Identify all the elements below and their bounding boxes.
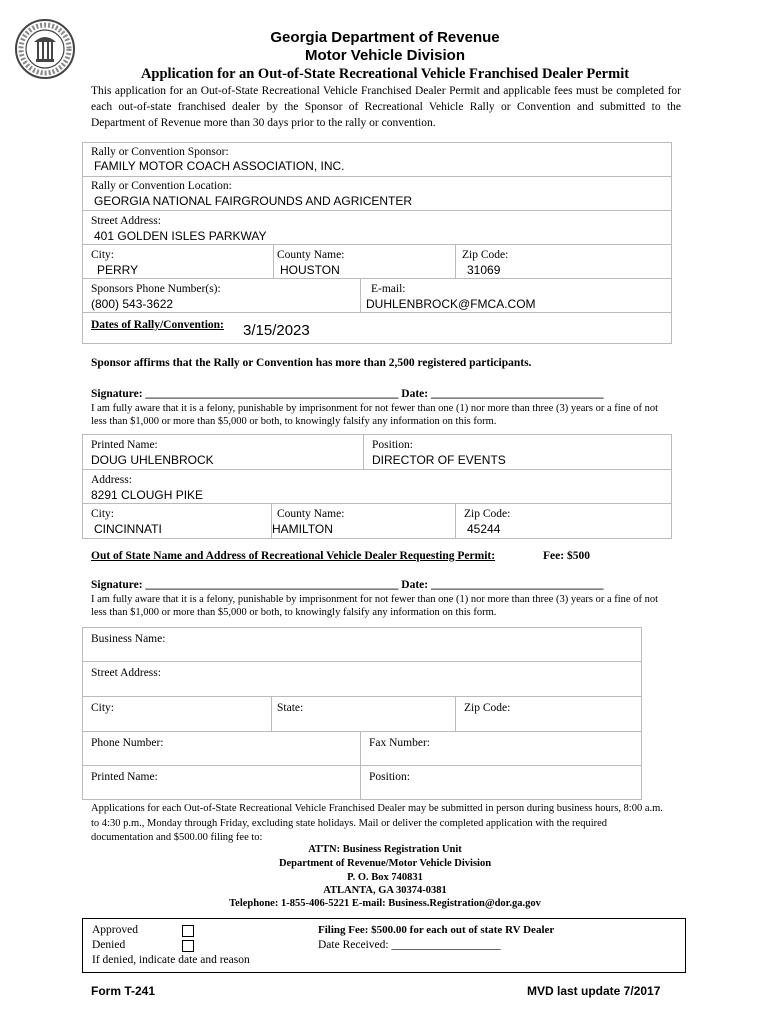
address-label: Address:: [91, 474, 132, 486]
signer-county-value[interactable]: HAMILTON: [272, 522, 333, 536]
denied-label: Denied: [92, 939, 126, 951]
signer-city-label: City:: [91, 508, 115, 520]
location-cell: [82, 176, 672, 211]
city-value[interactable]: PERRY: [97, 263, 139, 277]
dealer-state-cell[interactable]: [271, 696, 456, 732]
dealer-street-label: Street Address:: [91, 667, 161, 679]
dates-label: Dates of Rally/Convention:: [91, 319, 224, 331]
affirm-statement: Sponsor affirms that the Rally or Convention has more than 2,500 registered participants.: [91, 357, 532, 369]
signer-zip-label: Zip Code:: [464, 508, 511, 520]
zip-label: Zip Code:: [462, 249, 509, 261]
dealer-city-cell[interactable]: [82, 696, 272, 732]
sponsor-label: Rally or Convention Sponsor:: [91, 146, 229, 158]
mailing-department: Department of Revenue/Motor Vehicle Division: [278, 858, 492, 869]
denied-checkbox[interactable]: [182, 940, 194, 952]
agency-name: Georgia Department of Revenue: [270, 29, 500, 46]
dealer-zip-cell[interactable]: [455, 696, 642, 732]
signer-zip-cell: [455, 503, 672, 539]
dealer-phone-label: Phone Number:: [91, 737, 164, 749]
sponsor-name-cell: [82, 142, 672, 177]
dealer-position-label: Position:: [369, 771, 410, 783]
dealer-street-cell[interactable]: [82, 661, 642, 697]
intro-paragraph: This application for an Out-of-State Recreational Vehicle Franchised Dealer Permit and applicable fees must be completed for each out-of-state franchised dealer by the Sponsor of Recreational Vehicle Rally or Convention and submitted to the Department of Revenue more than 30 days prior to the rally or convention.: [91, 85, 681, 129]
city-cell: [82, 244, 274, 279]
email-cell: [360, 278, 672, 313]
printed-name-label: Printed Name:: [91, 439, 158, 451]
office-use-box: [82, 918, 686, 973]
last-update: MVD last update 7/2017: [527, 984, 661, 998]
submission-instructions: Applications for each Out-of-State Recreational Vehicle Franchised Dealer may be submitted in person during business hours, 8:00 a.m. to 4:30 p.m., Monday through Friday, excluding state holidays. Mail or deliver the completed application with the required documentation and $500.00 filing fee to:: [91, 803, 663, 843]
filing-fee-note: Filing Fee: $500.00 for each out of state RV Dealer: [318, 924, 555, 936]
mailing-city: ATLANTA, GA 30374-0381: [323, 885, 447, 896]
signer-county-cell: [271, 503, 456, 539]
fee-label: Fee: $500: [543, 550, 590, 562]
dealer-state-label: State:: [277, 702, 304, 714]
dealer-section-heading: Out of State Name and Address of Recreational Vehicle Dealer Requesting Permit:: [91, 550, 496, 562]
dealer-printed-name-label: Printed Name:: [91, 771, 158, 783]
dealer-zip-label: Zip Code:: [464, 702, 511, 714]
dealer-signature-line[interactable]: Signature: ____________________________________________ Date: ______________________________: [91, 579, 604, 591]
email-value[interactable]: DUHLENBROCK@FMCA.COM: [366, 297, 536, 311]
mailing-po-box: P. O. Box 740831: [347, 872, 423, 883]
city-label: City:: [91, 249, 115, 261]
printed-name-value[interactable]: DOUG UHLENBROCK: [91, 453, 214, 467]
if-denied-label: If denied, indicate date and reason: [92, 954, 250, 966]
sponsor-value[interactable]: FAMILY MOTOR COACH ASSOCIATION, INC.: [94, 159, 345, 173]
location-label: Rally or Convention Location:: [91, 180, 232, 192]
approved-label: Approved: [92, 924, 138, 936]
position-value[interactable]: DIRECTOR OF EVENTS: [372, 453, 506, 467]
signer-county-label: County Name:: [277, 508, 345, 520]
dealer-position-cell[interactable]: [360, 765, 642, 800]
location-value[interactable]: GEORGIA NATIONAL FAIRGROUNDS AND AGRICENTER: [94, 194, 413, 208]
email-label: E-mail:: [371, 283, 406, 295]
signer-zip-value[interactable]: 45244: [467, 522, 501, 536]
dates-cell: [82, 312, 672, 344]
approved-checkbox[interactable]: [182, 925, 194, 937]
dealer-fax-label: Fax Number:: [369, 737, 431, 749]
form-number: Form T-241: [91, 984, 156, 998]
business-name-cell[interactable]: [82, 627, 642, 662]
county-value[interactable]: HOUSTON: [280, 263, 340, 277]
dealer-printed-name-cell[interactable]: [82, 765, 361, 800]
printed-name-cell: [82, 434, 364, 470]
address-cell: [82, 469, 672, 504]
division-name: Motor Vehicle Division: [304, 47, 466, 64]
sponsor-signature-line[interactable]: Signature: ____________________________________________ Date: ______________________________: [91, 388, 604, 400]
mailing-contact: Telephone: 1-855-406-5221 E-mail: Business.Registration@dor.ga.gov: [229, 898, 541, 909]
street-cell: [82, 210, 672, 245]
address-value[interactable]: 8291 CLOUGH PIKE: [91, 488, 204, 502]
dealer-phone-cell[interactable]: [82, 731, 361, 766]
phone-cell: [82, 278, 361, 313]
sponsor-felony-warning: I am fully aware that it is a felony, punishable by imprisonment for not fewer than one (1) nor more than three (3) years or a fine of not less than $1,000 or more than $5,000 or both, to knowingly falsify any information on this form.: [91, 403, 659, 427]
zip-value[interactable]: 31069: [467, 263, 501, 277]
dealer-city-label: City:: [91, 702, 115, 714]
page-title: Application for an Out-of-State Recreational Vehicle Franchised Dealer Permit: [140, 66, 630, 82]
phone-label: Sponsors Phone Number(s):: [91, 283, 221, 295]
date-received-field[interactable]: Date Received: ___________________: [318, 939, 501, 951]
street-value[interactable]: 401 GOLDEN ISLES PARKWAY: [94, 229, 267, 243]
signer-city-cell: [82, 503, 272, 539]
zip-cell: [455, 244, 672, 279]
dealer-fax-cell[interactable]: [360, 731, 642, 766]
position-cell: [363, 434, 672, 470]
dates-value[interactable]: 3/15/2023: [243, 322, 310, 339]
position-label: Position:: [372, 439, 413, 451]
dealer-felony-warning: I am fully aware that it is a felony, punishable by imprisonment for not fewer than one (1) nor more than three (3) years or a fine of not less than $1,000 or more than $5,000 or both, to knowingly falsify any information on this form.: [91, 594, 659, 618]
signer-city-value[interactable]: CINCINNATI: [94, 522, 162, 536]
phone-value[interactable]: (800) 543-3622: [91, 297, 174, 311]
county-cell: [273, 244, 456, 279]
county-label: County Name:: [277, 249, 345, 261]
mailing-attn: ATTN: Business Registration Unit: [308, 844, 462, 855]
street-label: Street Address:: [91, 215, 161, 227]
business-name-label: Business Name:: [91, 633, 166, 645]
